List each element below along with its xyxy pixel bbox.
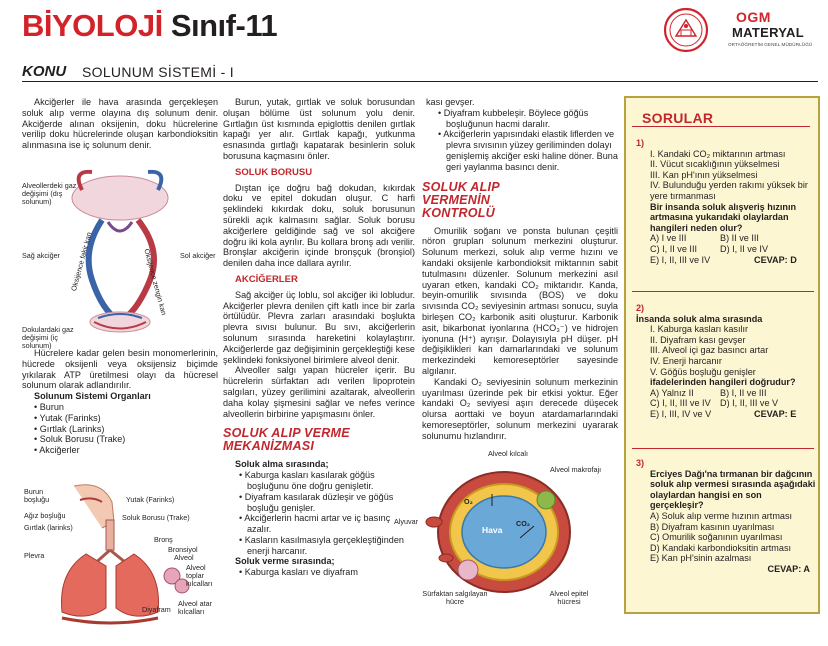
option-row <box>650 388 816 399</box>
questions-title-underline <box>632 126 810 127</box>
inhalation-heading: Soluk alma sırasında; <box>235 459 329 470</box>
label-alveol-gas: Alveollerdeki gaz değişimi (dış solunum) <box>22 181 77 206</box>
question-item: I. Kaburga kasları kasılır <box>650 324 749 335</box>
label-alveolus: Alveol <box>174 553 194 562</box>
question-item: IV. Bulunduğu yerden rakımı yüksek bir yere tırmanması <box>650 180 808 201</box>
respiratory-figure <box>22 482 218 632</box>
col3-paragraph-3: Kandaki O₂ seviyesinin solunum merkezinin uyarılması üzerinde pek bir etkisi yoktur. Eğer kandaki O₂ seviyesi aşırı derecede düşecek olursa aorttaki ve boyun atardamarlarındaki kemoreseptörler, solunum merkezini uyararak solunumu hızlandırır. <box>422 376 618 441</box>
lungs-heading: AKCİĞERLER <box>235 273 298 285</box>
topic-text: SOLUNUM SİSTEMİ - I <box>82 64 234 80</box>
exhalation-item: • Diyafram kubbeleşir. Böylece göğüs boşluğunun hacmi daralır. <box>434 108 618 130</box>
questions-panel <box>624 96 820 614</box>
organ-item: • Akciğerler <box>34 445 80 456</box>
question-2-number: 2) <box>636 303 645 313</box>
option-row <box>650 233 816 244</box>
question-item: II. Vücut sıcaklığının yükselmesi <box>650 159 780 170</box>
organ-item: • Soluk Borusu (Trake) <box>34 434 126 445</box>
question-item: II. Diyafram kası gevşer <box>650 334 746 345</box>
organ-item: • Gırtlak (Larinks) <box>34 423 105 434</box>
label-larynx: Gırtlak (larinks) <box>24 523 73 532</box>
title-biyoloji: BİYOLOJİ <box>22 8 163 43</box>
col3-paragraph-2: Omurilik soğanı ve ponsta bulunan çeşitli nöron grupları solunum merkezini oluşturur. Solunum merkezi, soluk alıp verme hızını ve kandaki oksijenle karbondioksit miktarının sabit tutulmasını düzenler. Solunum merkezini asıl uyaran etken, kandaki CO₂ miktarıdır. Kanda, beyin-omurilik sıvısında (BOS) ve doku sıvısında CO₂ seviyesinin artması sonucu, suyla birleşen CO₂ karbonik asiti oluşturur. Karbonik asit, bikarbonat iyonlarına (HCO₃⁻) ve hidrojen iyonuna (H⁺) ayrışır. Dolayısıyla pH düşer. pH değişiklikleri kan damarlarındaki ve solunum merkezindeki kemoreseptörler sayesinde algılanır. <box>422 225 618 376</box>
col1-paragraph-1: Akciğerler ile hava arasında gerçekleşen soluk alıp verme olayına dış solunum denir. Akciğerde alınan oksijenin, doku hücrelerine verilip doku hücrelerinde oluşan karbondioksitin alınmasına ise iç solunum denir. <box>22 97 218 151</box>
option-row <box>650 409 816 420</box>
label-oral-cavity: Ağız boşluğu <box>24 511 66 520</box>
label-alveolar-veins: Alveol toplar kılcalları <box>186 563 213 588</box>
label-alveolar-arteries: Alveol atar kılcalları <box>178 599 212 616</box>
label-oxygenated-blood: Oksijence zengin kan <box>142 247 169 317</box>
question-stem: Erciyes Dağı'na tırmanan bir dağcının soluk alıp vermesi sırasında aşağıdaki olaylardan hangisi en son gerçekleşir? <box>650 468 816 511</box>
question-item: IV. Enerji harcanır <box>650 355 722 366</box>
label-alveolar-capillary: Alveol kılcalı <box>488 449 528 458</box>
exhalation-item: • Akciğerlerin yapısındaki elastik liflerden ve plevra sıvısının yüzey geriliminden dolayı genişlemiş akciğer eski haline döner. Buna geri yaylanma basıncı denir. <box>434 129 618 172</box>
option: C) Omurilik soğanının uyarılması <box>650 532 783 543</box>
option: D) I, II, III ve V <box>720 398 779 409</box>
ministry-seal-icon <box>660 6 716 54</box>
mechanism-heading: SOLUK ALIP VERME MEKANİZMASI <box>223 426 350 454</box>
question-item: III. Alveol içi gaz basıncı artar <box>650 345 769 356</box>
inhalation-item: • Kasların kasılmasıyla gerçekleştiğinden enerji harcanır. <box>235 535 415 557</box>
option: B) Diyafram kasının uyarılması <box>650 521 775 532</box>
organ-item: • Yutak (Farinks) <box>34 412 101 423</box>
column-2 <box>223 97 415 578</box>
topic-bar <box>22 63 818 82</box>
logo-subtitle: ORTAÖĞRETİM GENEL MÜDÜRLÜĞÜ <box>728 42 813 47</box>
option: D) I, II ve IV <box>720 243 769 254</box>
question-1 <box>636 138 816 265</box>
trachea-heading: SOLUK BORUSU <box>235 166 313 178</box>
topic-label: KONU <box>22 63 67 80</box>
question-3 <box>636 458 816 575</box>
option: E) Kan pH'sinin azalması <box>650 553 752 564</box>
question-item: I. Kandaki CO₂ miktarının artması <box>650 148 786 159</box>
question-separator <box>632 291 814 292</box>
option: C) I, II ve III <box>650 243 697 254</box>
alveolus-figure <box>392 446 618 616</box>
label-o2: O₂ <box>464 497 473 506</box>
control-heading: SOLUK ALIP VERMENİN KONTROLÜ <box>422 179 500 220</box>
answer: CEVAP: D <box>754 254 797 265</box>
column-1-lower <box>22 348 218 456</box>
answer: CEVAP: E <box>754 408 797 419</box>
label-co2: CO₂ <box>516 519 530 528</box>
questions-title: SORULAR <box>642 110 714 126</box>
label-diaphragm: Diyafram <box>142 605 171 614</box>
title-sinif: Sınıf-11 <box>170 8 278 43</box>
label-pharynx: Yutak (Farinks) <box>126 495 175 504</box>
option: B) I, II ve III <box>720 387 767 398</box>
option-row <box>650 398 816 409</box>
label-surfactant-cell: Sürfaktan salgılayan hücre <box>422 589 488 606</box>
question-stem: Bir insanda soluk alışveriş hızının artmasına yukarıdaki olaylardan hangileri neden olur? <box>650 201 797 233</box>
organ-item: • Burun <box>34 401 64 412</box>
inhalation-item: • Akciğerlerin hacmi artar ve iç basınç azalır. <box>235 513 415 535</box>
col2-paragraph-3: Sağ akciğer üç loblu, sol akciğer iki lobludur. Akciğerler plevra denilen çift katlı ince bir zarla örtülüdür. Plevra zarları arasındaki boşlukta plevra sıvısı bulunur. Bu sıvı, akciğerlerin solunum sırasında hareketini kolaylaştırır. Akciğerlerde gaz değişiminin gerçekleştiği kese şeklindeki fonksiyonel birimlere alveol denir. <box>223 289 415 365</box>
label-trachea: Soluk Borusu (Trake) <box>122 513 190 522</box>
label-bronchus: Bronş <box>154 535 173 544</box>
inhalation-item: • Diyafram kasılarak düzleşir ve göğüs boşluğu genişler. <box>235 492 415 514</box>
option: D) Kandaki karbondioksitin artması <box>650 542 792 553</box>
label-nasal-cavity: Burun boşluğu <box>24 487 50 504</box>
logo-materyal-text: MATERYAL <box>732 25 804 40</box>
inhalation-item: • Kaburga kasları kasılarak göğüs boşluğunu öne doğru genişletir. <box>235 470 415 492</box>
label-bronchiole: Bronsiyol <box>168 545 198 554</box>
col2-paragraph-1: Burun, yutak, gırtlak ve soluk borusundan oluşan bölüme üst solunum yolu denir. Gırtlağın üst kısmında epiglottis denilen gırtlak kapağı yer alır. Gırtlak kapağı, yutkunma esnasında gırtlağı kapatarak besinlerin soluk borusuna kaçmasını önler. <box>223 97 415 161</box>
col1-paragraph-2: Hücrelere kadar gelen besin monomerlerinin, hücrede oksijenli veya oksijensiz biçimde yıkılarak ATP üretilmesi olayı da hücresel solunum olarak adlandırılır. <box>22 348 218 391</box>
label-right-lung: Sağ akciğer <box>22 251 60 260</box>
question-2 <box>636 303 816 420</box>
label-alveolar-macrophage: Alveol makrofajı <box>550 465 602 474</box>
option-row <box>650 255 816 266</box>
column-3 <box>422 97 618 442</box>
question-1-number: 1) <box>636 138 645 148</box>
label-deoxygenated-blood: Oksijence fakir kan <box>69 231 94 293</box>
label-epithelial-cell: Alveol epitel hücresi <box>549 589 589 606</box>
label-pleura: Plevra <box>24 551 45 560</box>
label-left-lung: Sol akciğer <box>180 251 216 260</box>
option: E) I, II, III ve IV <box>650 254 711 265</box>
organs-heading: Solunum Sistemi Organları <box>34 391 151 402</box>
option: A) Soluk alıp verme hızının artması <box>650 510 793 521</box>
question-intro: İnsanda soluk alma sırasında <box>636 313 763 324</box>
option: E) I, III, IV ve V <box>650 408 712 419</box>
column-1 <box>22 97 218 151</box>
answer: CEVAP: A <box>767 563 810 574</box>
option: A) Yalnız II <box>650 387 694 398</box>
question-3-number: 3) <box>636 458 645 468</box>
label-air: Hava <box>482 525 503 535</box>
label-tissue-gas: Dokulardaki gaz değişimi (iç solunum) <box>22 325 74 350</box>
question-item: III. Kan pH'ının yükselmesi <box>650 169 758 180</box>
page-title <box>22 8 277 44</box>
question-item: V. Göğüs boşluğu genişler <box>650 366 756 377</box>
col2-paragraph-2: Dıştan içe doğru bağ dokudan, kıkırdak doku ve epitel dokudan oluşur. C harfi şeklindeki kıkırdak doku, soluk borusunun sürekli açık kalmasını sağlar. Soluk borusu akciğerlere geldiğinde sağ ve sol akciğere doğru iki kola ayrılır. Bu kollara bronş adı verilir. Bronşlar akciğerin içinde bronşçuk (bronşiol) denilen daha ince dallara ayrılır. <box>223 182 415 269</box>
option: A) I ve III <box>650 233 687 244</box>
option: B) II ve III <box>720 233 759 244</box>
question-stem: ifadelerinden hangileri doğrudur? <box>650 377 796 388</box>
col3-continuation: kası gevşer. <box>426 97 475 107</box>
option-row <box>650 244 816 255</box>
option: C) I, II, III ve IV <box>650 398 711 409</box>
exhalation-item: • Kaburga kasları ve diyafram <box>235 567 415 578</box>
col2-paragraph-4: Alveoller salgı yapan hücreler içerir. Bu hücrelerin sürfaktan adı verilen lipoprotein salgıları, yüzey gerilimini azaltarak, alveollerin daha kolay şişmesini sağlar ve nefes verince alveollerin birbirine yapışmasını önler. <box>223 365 415 419</box>
exhalation-heading: Soluk verme sırasında; <box>235 556 335 567</box>
circulation-figure <box>22 160 218 350</box>
ogm-logo <box>660 6 820 54</box>
label-red-blood-cell: Alyuvar <box>394 517 418 526</box>
logo-ogm-text: OGM <box>736 9 771 25</box>
question-separator <box>632 448 814 449</box>
